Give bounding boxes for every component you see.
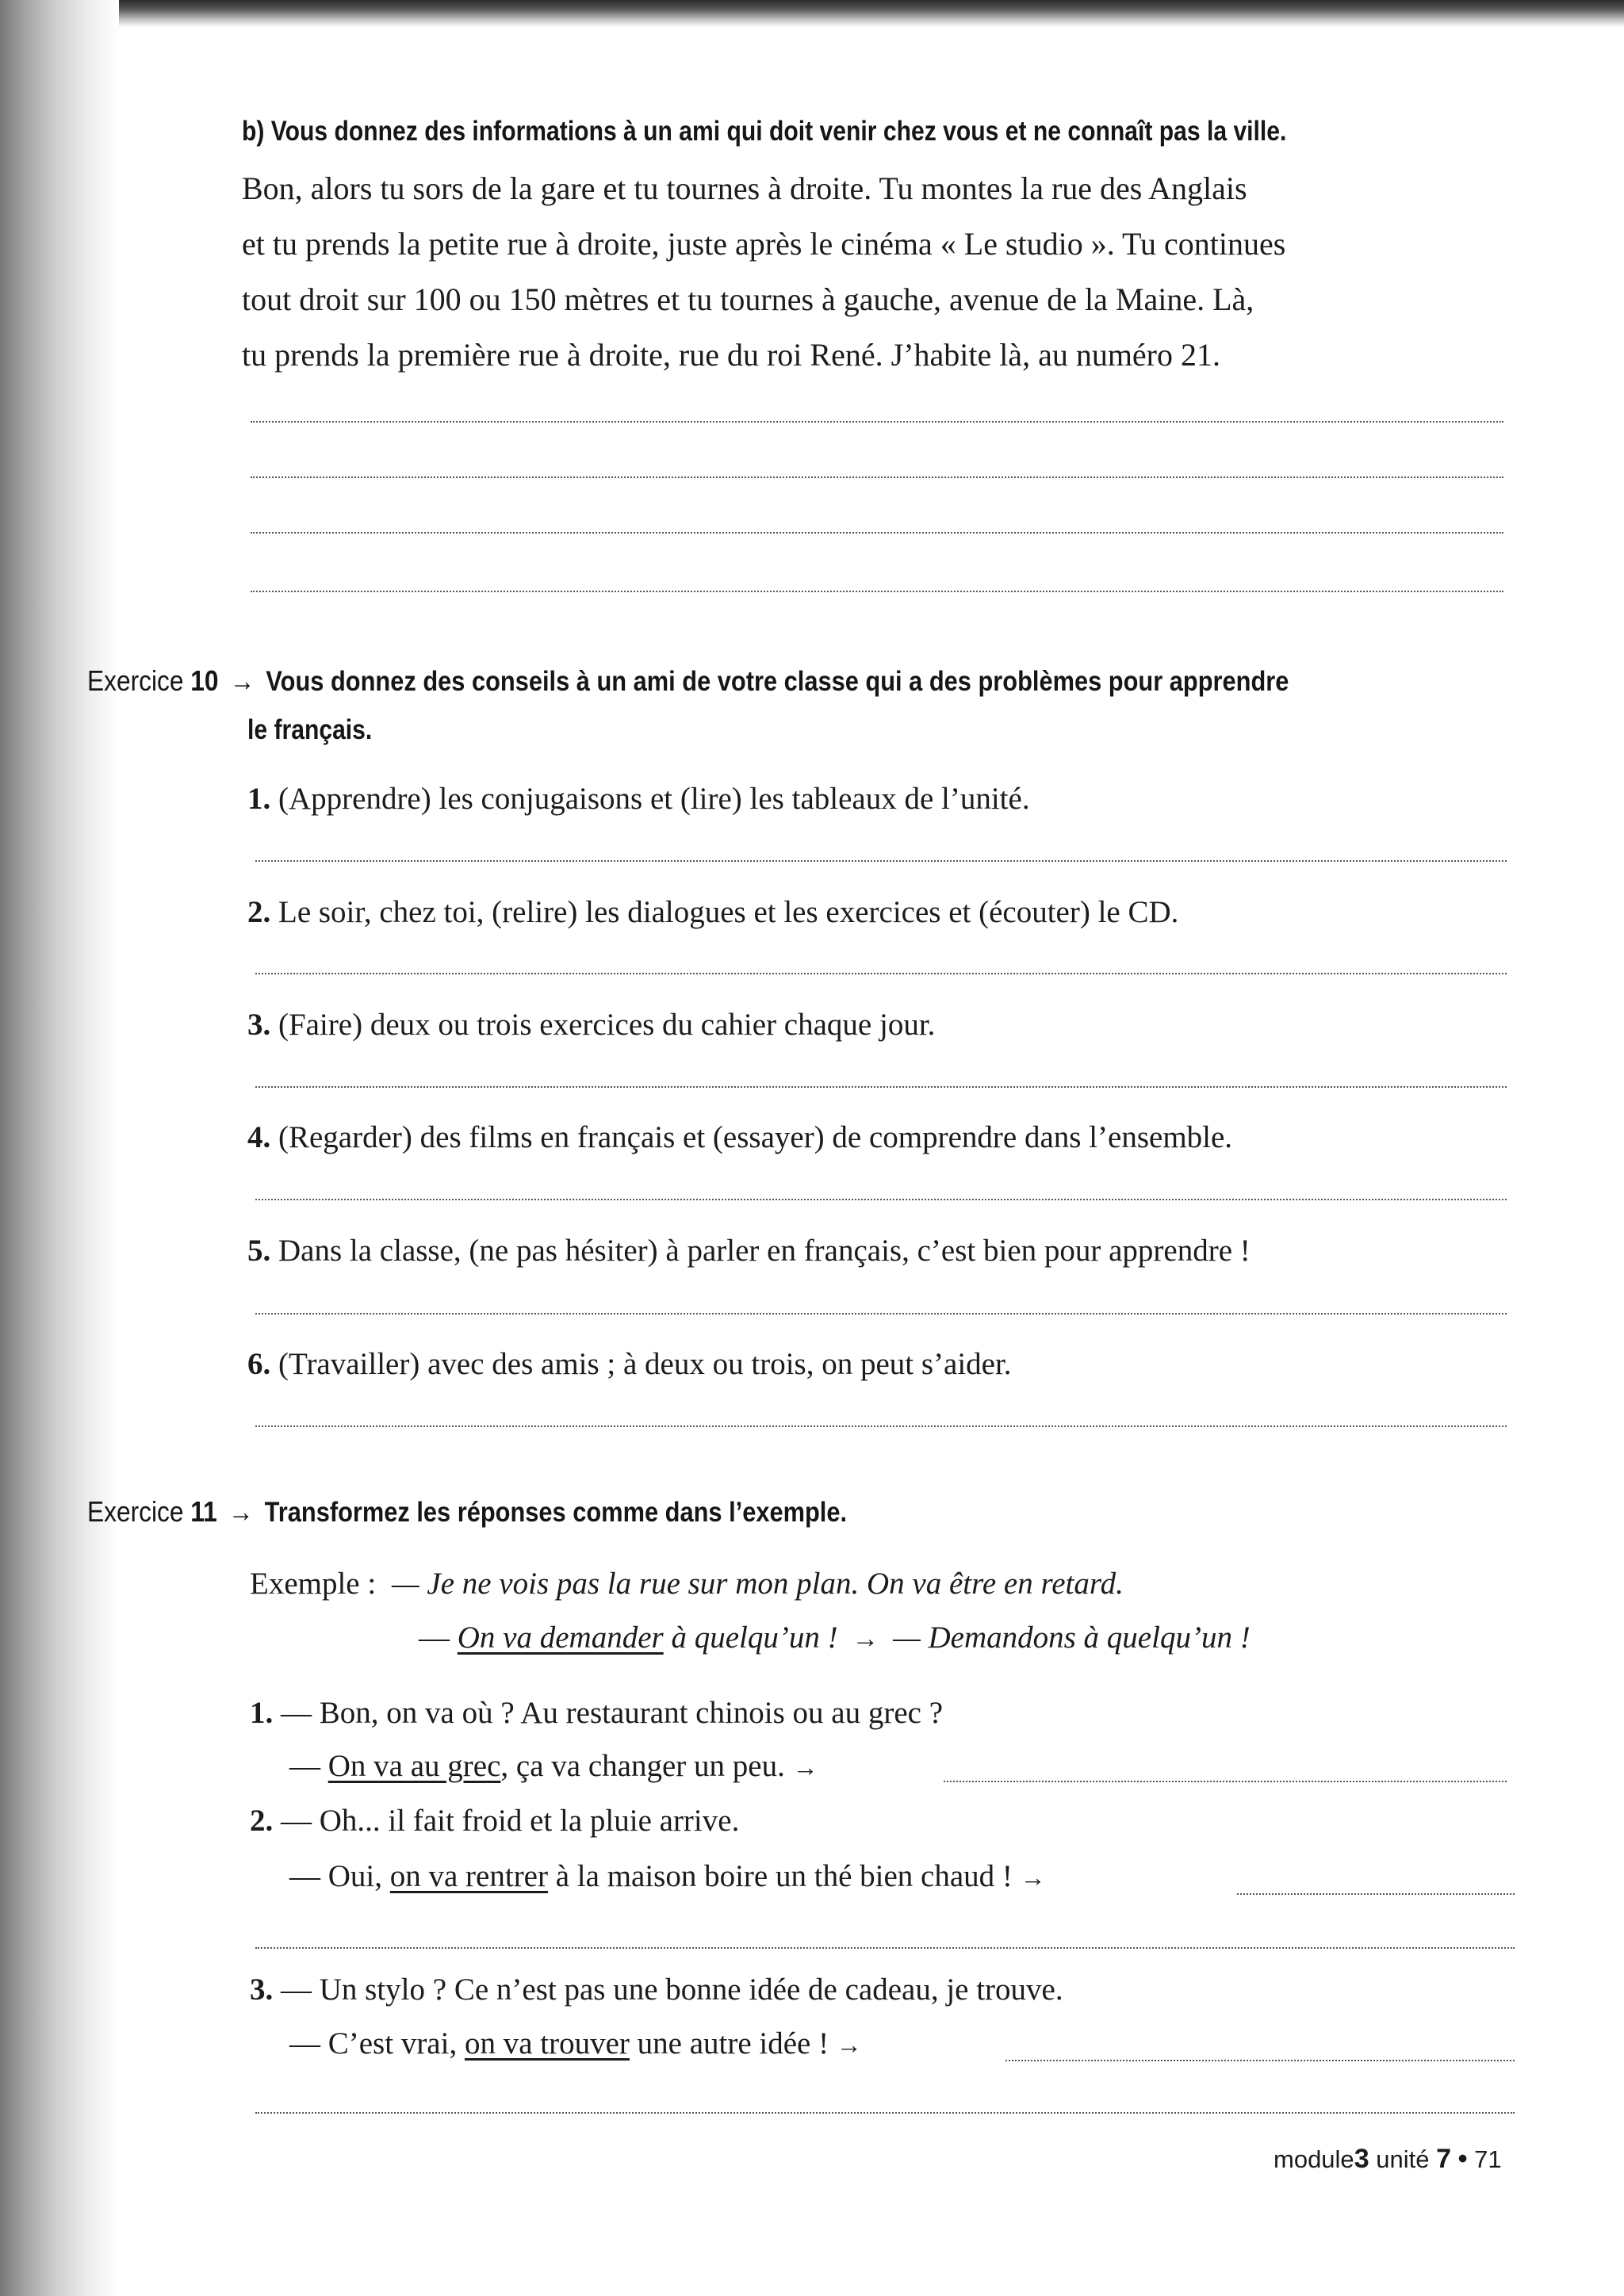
item-text: Le soir, chez toi, (relire) les dialogues et les exercices et (écouter) le CD. bbox=[278, 895, 1179, 929]
dialogue-question bbox=[250, 1695, 943, 1731]
section-b-paragraph bbox=[242, 161, 1285, 383]
exercise-instruction-continued: le français. bbox=[247, 714, 373, 745]
dialogue-answer bbox=[289, 1748, 818, 1784]
exercise-item bbox=[247, 1119, 1232, 1155]
answer-prefix: — Oui, bbox=[289, 1859, 382, 1893]
arrow-icon: → bbox=[228, 1495, 254, 1528]
arrow-icon: → bbox=[836, 2030, 862, 2059]
answer-prefix: — bbox=[289, 1749, 320, 1783]
dialogue-answer bbox=[289, 2026, 862, 2061]
answer-line[interactable] bbox=[251, 476, 1503, 478]
answer-rest: une autre idée ! bbox=[637, 2026, 829, 2061]
exercise-item bbox=[247, 1233, 1251, 1269]
module-label: module bbox=[1274, 2145, 1354, 2173]
paragraph-line: et tu prends la petite rue à droite, juste après le cinéma « Le studio ». Tu continues bbox=[242, 226, 1286, 262]
bullet: • bbox=[1457, 2144, 1468, 2174]
item-text: (Travailler) avec des amis ; à deux ou trois, on peut s’aider. bbox=[278, 1347, 1012, 1381]
example-answer: — Demandons à quelqu’un ! bbox=[893, 1621, 1251, 1655]
exercise-label: Exercice bbox=[87, 1495, 184, 1528]
question-text: — Oh... il fait froid et la pluie arrive. bbox=[281, 1804, 740, 1838]
item-number: 4. bbox=[247, 1120, 271, 1154]
exercise-instruction: Vous donnez des conseils à un ami de votre classe qui a des problèmes pour apprendre bbox=[266, 666, 1289, 697]
arrow-icon: → bbox=[852, 1624, 879, 1654]
page-footer bbox=[1274, 2144, 1502, 2175]
item-text: (Faire) deux ou trois exercices du cahier chaque jour. bbox=[278, 1008, 936, 1042]
exercise-instruction: Transformez les réponses comme dans l’exemple. bbox=[264, 1497, 848, 1528]
answer-line[interactable] bbox=[255, 1086, 1507, 1088]
item-text: (Regarder) des films en français et (essayer) de comprendre dans l’ensemble. bbox=[278, 1120, 1233, 1154]
example-question: — Je ne vois pas la rue sur mon plan. On va être en retard. bbox=[391, 1567, 1124, 1601]
paragraph-line: tu prends la première rue à droite, rue du roi René. J’habite là, au numéro 21. bbox=[242, 337, 1221, 373]
exercise-item bbox=[247, 894, 1178, 930]
answer-line[interactable] bbox=[255, 1199, 1507, 1200]
arrow-icon: → bbox=[1020, 1863, 1046, 1892]
paragraph-line: tout droit sur 100 ou 150 mètres et tu tournes à gauche, avenue de la Maine. Là, bbox=[242, 281, 1254, 317]
item-number: 6. bbox=[247, 1347, 271, 1381]
arrow-icon: → bbox=[229, 664, 255, 697]
example-line-1 bbox=[250, 1566, 1124, 1601]
answer-line[interactable] bbox=[255, 1947, 1515, 1949]
answer-line[interactable] bbox=[1237, 1893, 1515, 1895]
paragraph-line: Bon, alors tu sors de la gare et tu tournes à droite. Tu montes la rue des Anglais bbox=[242, 170, 1247, 206]
answer-prefix: — C’est vrai, bbox=[289, 2026, 458, 2061]
dialogue-question bbox=[250, 1803, 739, 1839]
answer-underlined: On va au grec bbox=[327, 1749, 501, 1783]
exercise-10-heading bbox=[87, 664, 1289, 698]
answer-line[interactable] bbox=[255, 1313, 1507, 1314]
exercise-11-heading bbox=[87, 1495, 847, 1529]
item-number: 1. bbox=[250, 1696, 274, 1730]
answer-line[interactable] bbox=[251, 532, 1503, 534]
item-number: 3. bbox=[250, 1973, 274, 2007]
exercise-item bbox=[247, 781, 1030, 817]
answer-line[interactable] bbox=[1005, 2060, 1515, 2061]
answer-underlined: on va rentrer bbox=[389, 1859, 548, 1893]
question-text: — Un stylo ? Ce n’est pas une bonne idée de cadeau, je trouve. bbox=[281, 1973, 1063, 2007]
arrow-icon: → bbox=[792, 1753, 818, 1781]
module-number: 3 bbox=[1354, 2144, 1369, 2174]
answer-rest: à la maison boire un thé bien chaud ! bbox=[555, 1859, 1013, 1893]
answer-line[interactable] bbox=[255, 2112, 1515, 2114]
answer-line[interactable] bbox=[255, 1425, 1507, 1427]
exercise-label: Exercice bbox=[87, 664, 184, 697]
exercise-number: 10 bbox=[190, 664, 219, 697]
answer-rest: , ça va changer un peu. bbox=[500, 1749, 785, 1783]
answer-line[interactable] bbox=[255, 973, 1507, 974]
example-rest: à quelqu’un ! bbox=[671, 1621, 838, 1655]
answer-line[interactable] bbox=[251, 591, 1503, 592]
exercise-item bbox=[247, 1007, 935, 1043]
exercise-item bbox=[247, 1346, 1012, 1382]
question-text: — Bon, on va où ? Au restaurant chinois ou au grec ? bbox=[281, 1696, 944, 1730]
example-underlined: On va demander bbox=[457, 1621, 664, 1655]
item-number: 2. bbox=[247, 895, 271, 929]
unit-label: unité bbox=[1376, 2145, 1430, 2173]
example-line-2 bbox=[419, 1620, 1251, 1655]
dialogue-question bbox=[250, 1972, 1063, 2007]
item-text: (Apprendre) les conjugaisons et (lire) les tableaux de l’unité. bbox=[278, 782, 1030, 816]
item-text: Dans la classe, (ne pas hésiter) à parler en français, c’est bien pour apprendre ! bbox=[278, 1234, 1251, 1268]
unit-number: 7 bbox=[1436, 2144, 1452, 2174]
scan-binding-shadow bbox=[0, 0, 119, 2296]
item-number: 2. bbox=[250, 1804, 274, 1838]
item-number: 3. bbox=[247, 1008, 271, 1042]
section-b-heading: b) Vous donnez des informations à un ami qui doit venir chez vous et ne connaît pas la ville. bbox=[242, 116, 1287, 147]
example-label: Exemple : bbox=[250, 1567, 377, 1601]
dash: — bbox=[419, 1621, 450, 1655]
scan-top-shadow bbox=[0, 0, 1624, 27]
dialogue-answer bbox=[289, 1858, 1046, 1894]
item-number: 5. bbox=[247, 1234, 271, 1268]
answer-line[interactable] bbox=[255, 860, 1507, 862]
page-number: 71 bbox=[1474, 2145, 1502, 2173]
answer-line[interactable] bbox=[944, 1781, 1507, 1782]
item-number: 1. bbox=[247, 782, 271, 816]
answer-underlined: on va trouver bbox=[464, 2026, 630, 2061]
answer-line[interactable] bbox=[251, 421, 1503, 423]
exercise-number: 11 bbox=[190, 1495, 217, 1528]
